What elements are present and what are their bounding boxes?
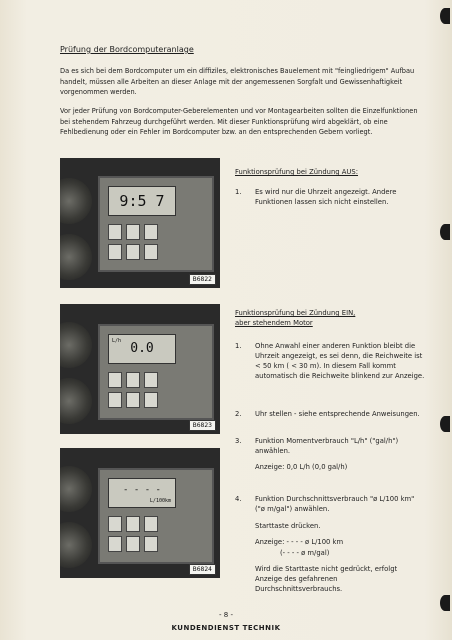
computer-button [108,244,122,260]
computer-button [144,372,158,388]
computer-button [108,372,122,388]
knob [60,322,92,368]
computer-panel [98,176,214,272]
computer-button [126,244,140,260]
computer-button [144,244,158,260]
lcd-value: - - - - [123,485,161,495]
computer-button [126,536,140,552]
computer-button [108,392,122,408]
knob [60,178,92,224]
punch-hole [440,416,450,432]
list-item: Starttaste drücken. [255,522,321,530]
computer-button [126,372,140,388]
list-item: 1. Ohne Anwahl einer anderen Funktion bleibt die Uhrzeit angezeigt, es sei denn, die Reichweite ist < 50 km ( < 30 m). In diesem Fall kommt automatisch die Reichweite blinkend zur Anzeige. [235,342,425,380]
footer-text: KUNDENDIENST TECHNIK [171,624,281,632]
list-item: 1. Es wird nur die Uhrzeit angezeigt. Andere Funktionen lassen sich nicht einstellen. [235,188,397,206]
computer-button [108,536,122,552]
list-item: 3. Funktion Momentverbrauch "L/h" ("gal/h") anwählen. [235,437,399,455]
punch-hole [440,8,450,24]
lcd-value: 0.0 [130,341,154,356]
computer-button [126,516,140,532]
punch-hole [440,595,450,611]
computer-button [126,224,140,240]
intro-paragraph: Da es sich bei dem Bordcomputer um ein diffiziles, elektronisches Bauelement mit "feingliedrigem" Aufbau handelt, müssen alle Arbeiten an dieser Anlage mit der angemessenen Sorgfalt und Gewissenhaftigkeit vorgenommen werden. [60,67,415,96]
lcd-display: 9:5 7 [108,186,176,216]
knob [60,522,92,568]
section-zuendung-aus-title: Funktionsprüfung bei Zündung AUS: [235,168,359,176]
photo-b6824 [60,448,220,578]
photo-b6823 [60,304,220,434]
knob [60,234,92,280]
list-item: 4. Funktion Durchschnittsverbrauch "ø L/100 km" ("ø m/gal") anwählen. [235,495,415,513]
computer-button [144,516,158,532]
figure-number: B6823 [189,420,216,431]
computer-button [108,516,122,532]
paragraph-2: Vor jeder Prüfung von Bordcomputer-Geberelementen und vor Montagearbeiten sollten die Einzelfunktionen bei stehendem Fahrzeug durchgeführt werden. Mit dieser Funktionsprüfung wird abgeklärt, ob eine Fehlbedienung oder ein Fehler im Bordcomputer bzw. an den entsprechenden Gebern vorliegt. [60,107,418,136]
lcd-display [108,334,176,364]
photo-b6822 [60,158,220,288]
computer-button [108,224,122,240]
knob [60,378,92,424]
computer-button [144,536,158,552]
list-item: Anzeige: - - - - ø L/100 km [255,538,344,546]
punch-hole [440,224,450,240]
computer-button [144,392,158,408]
list-item: Anzeige: 0,0 L/h (0,0 gal/h) [255,463,348,471]
figure-number: B6822 [189,274,216,285]
unit-label: L/100km [149,498,171,504]
computer-panel [98,324,214,420]
page-title: Prüfung der Bordcomputeranlage [60,45,194,54]
list-item: (- - - - ø m/gal) [280,549,330,557]
computer-button [144,224,158,240]
lcd-display [108,478,176,508]
computer-panel [98,468,214,564]
page-number: - 8 - [219,611,233,619]
list-item: Wird die Starttaste nicht gedrückt, erfolgt Anzeige des gefahrenen Durchschnittsverbrauchs. [255,565,398,593]
knob [60,466,92,512]
list-item: 2. Uhr stellen - siehe entsprechende Anweisungen. [235,410,420,418]
figure-number: B6824 [189,564,216,575]
unit-label: L/h [112,338,122,344]
section-zuendung-ein-title: Funktionsprüfung bei Zündung EIN, aber stehendem Motor [235,309,356,327]
computer-button [126,392,140,408]
